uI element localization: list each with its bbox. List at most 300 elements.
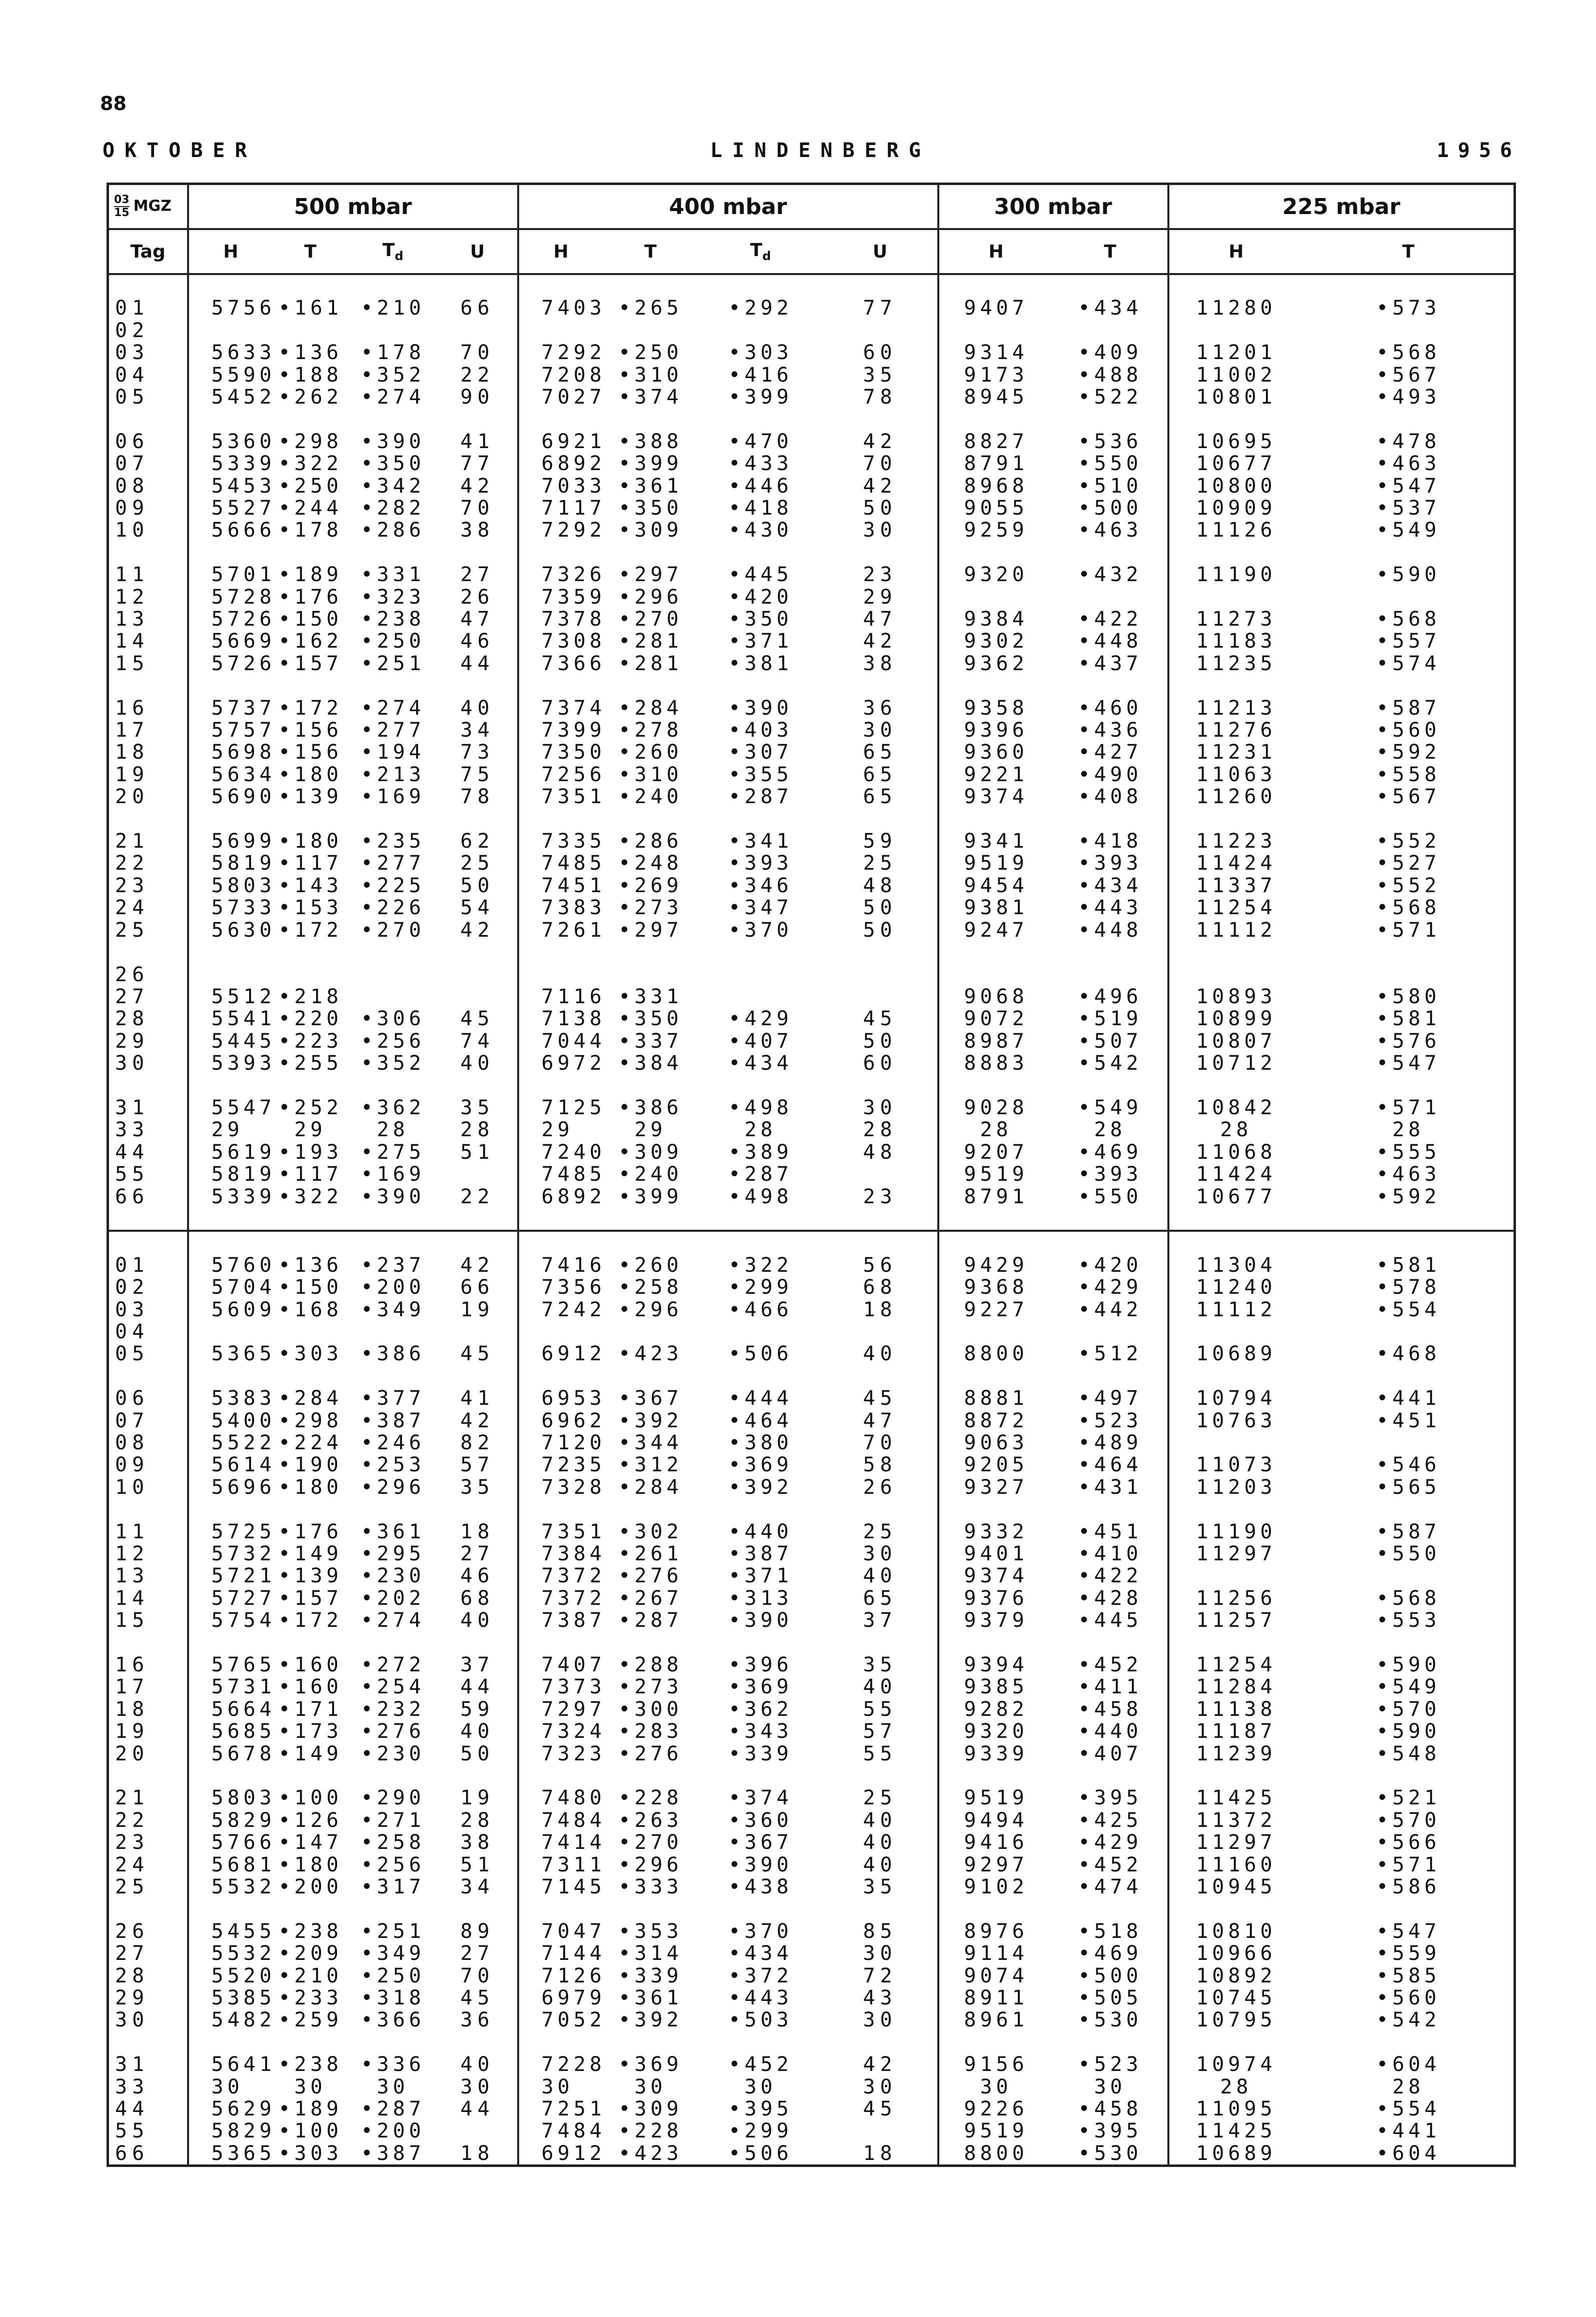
spacer-cell <box>273 542 348 564</box>
value-cell: 11304 <box>1196 1253 1276 1277</box>
value-cell: 34 <box>438 719 518 741</box>
value-cell: •233 <box>278 1986 343 2010</box>
value-cell: 22 <box>438 1186 518 1208</box>
value-cell: •178 <box>361 341 425 365</box>
spacer-cell <box>108 1765 188 1787</box>
value-cell: 35 <box>823 364 938 386</box>
value-cell: •574 <box>1376 652 1440 675</box>
value-cell <box>1168 586 1303 608</box>
value-cell: •570 <box>1376 1697 1440 1721</box>
spacer-cell <box>603 1231 698 1254</box>
value-cell: •445 <box>728 563 793 587</box>
value-cell: •283 <box>618 1720 683 1743</box>
value-cell: 35 <box>823 1876 938 1898</box>
value-cell: 44 <box>438 653 518 675</box>
spacer-row <box>108 408 1515 430</box>
value-cell: 10689 <box>1196 1342 1276 1366</box>
value-cell: •469 <box>1053 1141 1168 1163</box>
value-cell: 7372 <box>541 1564 606 1588</box>
value-cell: •350 <box>728 608 793 631</box>
value-cell <box>698 986 823 1008</box>
table-row <box>108 2142 1515 2166</box>
value-cell: 11276 <box>1196 719 1276 742</box>
value-cell: 5619 <box>211 1140 276 1164</box>
value-cell: 54 <box>438 897 518 919</box>
value-cell: 70 <box>823 453 938 475</box>
value-cell: •235 <box>361 830 425 853</box>
spacer-cell <box>348 408 438 430</box>
value-cell: 9381 <box>964 896 1028 920</box>
value-cell: •555 <box>1376 1140 1440 1164</box>
table-row <box>108 2053 1515 2075</box>
spacer-cell <box>188 1498 273 1520</box>
table-row <box>108 1565 1515 1587</box>
value-cell: •287 <box>361 2097 425 2121</box>
spacer-cell <box>603 1898 698 1920</box>
value-cell: 51 <box>438 1141 518 1163</box>
value-cell <box>603 964 698 986</box>
day-cell: 44 <box>108 2098 188 2120</box>
value-cell: 5453 <box>211 474 276 498</box>
table-row <box>108 342 1515 364</box>
value-cell: •441 <box>1376 2119 1440 2143</box>
value-cell: 9297 <box>964 1853 1028 1876</box>
value-cell: 22 <box>438 364 518 386</box>
value-cell: •395 <box>728 2097 793 2121</box>
value-cell <box>188 320 273 342</box>
spacer-cell <box>273 2031 348 2053</box>
value-cell <box>1168 1565 1303 1587</box>
value-cell: •503 <box>728 2008 793 2032</box>
value-cell: •497 <box>1053 1387 1168 1409</box>
value-cell: 29 <box>211 1118 244 1142</box>
spacer-cell <box>938 941 1053 963</box>
value-cell: 7292 <box>541 341 606 365</box>
value-cell: 9379 <box>964 1609 1028 1632</box>
value-cell: •254 <box>361 1675 425 1699</box>
value-cell: •296 <box>361 1475 425 1499</box>
value-cell: 77 <box>823 297 938 319</box>
spacer-cell <box>938 1632 1053 1654</box>
value-cell: •349 <box>361 1298 425 1321</box>
value-cell: 28 <box>438 1119 518 1141</box>
table-row <box>108 1743 1515 1765</box>
value-cell: •546 <box>1376 1453 1440 1477</box>
spacer-cell <box>108 1208 188 1231</box>
spacer-cell <box>273 1231 348 1254</box>
spacer-cell <box>348 1208 438 1231</box>
value-cell: •463 <box>1053 519 1168 541</box>
table-body <box>108 274 1515 2166</box>
value-cell: 7292 <box>541 519 606 542</box>
spacer-cell <box>273 808 348 830</box>
value-cell: •284 <box>278 1387 343 1410</box>
value-cell: •434 <box>1053 297 1168 319</box>
spacer-cell <box>188 542 273 564</box>
value-cell: 7240 <box>541 1140 606 1164</box>
value-cell: •369 <box>618 2053 683 2076</box>
value-cell: •292 <box>728 297 793 320</box>
value-cell: 11190 <box>1196 563 1276 587</box>
value-cell: •287 <box>728 785 793 809</box>
value-cell: 5727 <box>211 1586 276 1610</box>
value-cell: 5452 <box>211 386 276 409</box>
value-cell: •430 <box>728 519 793 542</box>
value-cell: •238 <box>361 608 425 631</box>
spacer-cell <box>1168 1231 1303 1254</box>
table-row <box>108 1186 1515 1208</box>
spacer-cell <box>348 675 438 697</box>
value-cell <box>348 1321 438 1343</box>
spacer-cell <box>603 1075 698 1097</box>
value-cell: •388 <box>618 430 683 453</box>
day-cell: 05 <box>108 1343 188 1365</box>
value-cell: •429 <box>1053 1831 1168 1853</box>
value-cell: 30 <box>541 2075 574 2098</box>
value-cell: •443 <box>1053 897 1168 919</box>
value-cell: 7326 <box>541 563 606 587</box>
value-cell: 50 <box>823 919 938 941</box>
day-cell: 24 <box>108 897 188 919</box>
value-cell: •282 <box>361 497 425 520</box>
value-cell: 58 <box>823 1454 938 1476</box>
spacer-cell <box>273 1498 348 1520</box>
value-cell: •286 <box>618 830 683 853</box>
value-cell: •550 <box>1053 453 1168 475</box>
value-cell: 7145 <box>541 1875 606 1899</box>
value-cell: 19 <box>438 1787 518 1809</box>
value-cell: 65 <box>823 764 938 786</box>
value-cell: 6953 <box>541 1387 606 1410</box>
value-cell: 29 <box>294 1118 327 1142</box>
value-cell: 6921 <box>541 430 606 453</box>
value-cell: •331 <box>361 563 425 587</box>
value-cell: •352 <box>361 1052 425 1075</box>
spacer-cell <box>273 274 348 297</box>
value-cell: 5614 <box>211 1453 276 1477</box>
value-cell: •411 <box>1053 1676 1168 1698</box>
spacer-cell <box>823 1498 938 1520</box>
value-cell: •213 <box>361 763 425 786</box>
day-cell: 30 <box>108 2009 188 2031</box>
value-cell: 9376 <box>964 1586 1028 1610</box>
value-cell: 66 <box>438 297 518 319</box>
spacer-cell <box>108 542 188 564</box>
value-cell: •303 <box>728 341 793 365</box>
value-cell: •407 <box>728 1029 793 1053</box>
value-cell: 9407 <box>964 297 1028 320</box>
spacer-cell <box>1168 941 1303 963</box>
spacer-cell <box>603 408 698 430</box>
value-cell: •370 <box>728 1919 793 1943</box>
spacer-row <box>108 1075 1515 1097</box>
value-cell: •420 <box>1053 1254 1168 1276</box>
value-cell <box>1168 1432 1303 1454</box>
value-cell: •310 <box>618 363 683 387</box>
value-cell: •228 <box>618 2119 683 2143</box>
value-cell: •147 <box>278 1831 343 1854</box>
value-cell <box>698 964 823 986</box>
value-cell: 9074 <box>964 1964 1028 1987</box>
value-cell: 28 <box>438 1809 518 1831</box>
spacer-cell <box>1053 675 1168 697</box>
value-cell <box>823 964 938 986</box>
value-cell: 7485 <box>541 852 606 875</box>
value-cell: 10794 <box>1196 1387 1276 1410</box>
value-cell: •277 <box>361 852 425 875</box>
table-row <box>108 1698 1515 1720</box>
value-cell: 5819 <box>211 1163 276 1186</box>
spacer-cell <box>938 1765 1053 1787</box>
spacer-cell <box>348 1075 438 1097</box>
value-cell: 7261 <box>541 918 606 942</box>
spacer-row <box>108 1498 1515 1520</box>
value-cell: •361 <box>618 1986 683 2010</box>
spacer-cell <box>1053 542 1168 564</box>
spacer-cell <box>698 1208 823 1231</box>
spacer-cell <box>603 675 698 697</box>
value-cell: •274 <box>361 1609 425 1632</box>
value-cell: 7052 <box>541 2008 606 2032</box>
value-cell: 11337 <box>1196 874 1276 897</box>
spacer-cell <box>1053 1898 1168 1920</box>
value-cell: 11190 <box>1196 1520 1276 1543</box>
time-03: 03 <box>114 194 130 206</box>
spacer-cell <box>273 675 348 697</box>
value-cell <box>1303 320 1515 342</box>
value-cell: 11235 <box>1196 652 1276 675</box>
day-cell: 27 <box>108 986 188 1008</box>
value-cell: •272 <box>361 1653 425 1676</box>
value-cell: 7324 <box>541 1720 606 1743</box>
value-cell: •251 <box>361 1919 425 1943</box>
value-cell: 18 <box>823 1299 938 1321</box>
value-cell: 73 <box>438 741 518 763</box>
spacer-cell <box>188 274 273 297</box>
spacer-cell <box>108 408 188 430</box>
value-cell: 18 <box>438 2142 518 2166</box>
value-cell: 18 <box>438 1521 518 1543</box>
sounding-table <box>107 183 1516 2167</box>
spacer-cell <box>603 274 698 297</box>
value-cell: 7480 <box>541 1786 606 1810</box>
spacer-cell <box>1303 542 1515 564</box>
value-cell: 56 <box>823 1254 938 1276</box>
value-cell: •536 <box>1053 431 1168 453</box>
value-cell: •362 <box>728 1697 793 1721</box>
value-cell: •270 <box>361 918 425 942</box>
value-cell: •275 <box>361 1140 425 1164</box>
table-row <box>108 1920 1515 1942</box>
spacer-cell <box>108 1075 188 1097</box>
spacer-cell <box>348 1498 438 1520</box>
value-cell: 8987 <box>964 1029 1028 1053</box>
value-cell: •470 <box>728 430 793 453</box>
value-cell: 37 <box>823 1609 938 1631</box>
value-cell: 5541 <box>211 1007 276 1031</box>
value-cell: 70 <box>438 1965 518 1987</box>
spacer-cell <box>108 274 188 297</box>
value-cell: 5339 <box>211 1185 276 1208</box>
day-cell: 30 <box>108 1052 188 1074</box>
value-cell: 25 <box>823 1521 938 1543</box>
value-cell: 10677 <box>1196 1185 1276 1208</box>
spacer-cell <box>273 1898 348 1920</box>
value-cell: 5527 <box>211 497 276 520</box>
value-cell: •336 <box>361 2053 425 2076</box>
value-cell <box>603 1321 698 1343</box>
value-cell: •161 <box>278 297 343 320</box>
value-cell: •549 <box>1376 519 1440 542</box>
value-cell: 74 <box>438 1030 518 1052</box>
value-cell: •126 <box>278 1808 343 1832</box>
value-cell: 28 <box>744 1118 777 1142</box>
mgz-label: MGZ <box>133 197 172 215</box>
value-cell: •592 <box>1376 1185 1440 1208</box>
value-cell: •180 <box>278 830 343 853</box>
spacer-cell <box>108 2031 188 2053</box>
value-cell <box>518 964 603 986</box>
value-cell: 9028 <box>964 1096 1028 1119</box>
value-cell: •178 <box>278 519 343 542</box>
value-cell: •361 <box>618 474 683 498</box>
day-cell: 23 <box>108 875 188 897</box>
value-cell: •466 <box>728 1298 793 1321</box>
spacer-cell <box>348 808 438 830</box>
spacer-cell <box>273 1075 348 1097</box>
value-cell: 9360 <box>964 741 1028 764</box>
table-row <box>108 1965 1515 1987</box>
value-cell: •500 <box>1053 1965 1168 1987</box>
spacer-cell <box>1053 1632 1168 1654</box>
value-cell: 25 <box>823 852 938 874</box>
value-cell: 9519 <box>964 2119 1028 2143</box>
value-cell: •296 <box>618 1853 683 1876</box>
value-cell: •278 <box>618 719 683 742</box>
value-cell: •522 <box>1053 386 1168 408</box>
value-cell: 9327 <box>964 1475 1028 1499</box>
value-cell: •554 <box>1376 2097 1440 2121</box>
value-cell: •306 <box>361 1007 425 1031</box>
value-cell: 25 <box>823 1787 938 1809</box>
value-cell: •431 <box>1053 1476 1168 1498</box>
value-cell: 62 <box>438 830 518 852</box>
value-cell: •172 <box>278 918 343 942</box>
value-cell: •437 <box>1053 653 1168 675</box>
value-cell <box>823 1163 938 1185</box>
value-cell: 38 <box>823 653 938 675</box>
value-cell: 8791 <box>964 1185 1028 1208</box>
value-cell: 7027 <box>541 386 606 409</box>
value-cell: •434 <box>1053 875 1168 897</box>
value-cell: 78 <box>823 386 938 408</box>
value-cell: •571 <box>1376 1096 1440 1119</box>
value-cell: 45 <box>438 1343 518 1365</box>
value-cell: •570 <box>1376 1808 1440 1832</box>
value-cell: •395 <box>1053 2120 1168 2142</box>
day-cell: 55 <box>108 1163 188 1185</box>
value-cell: 7356 <box>541 1276 606 1299</box>
spacer-cell <box>438 408 518 430</box>
header-td <box>348 229 438 274</box>
spacer-cell <box>348 1365 438 1387</box>
value-cell: •250 <box>278 474 343 498</box>
value-cell: 9205 <box>964 1453 1028 1477</box>
value-cell: •314 <box>618 1942 683 1965</box>
spacer-cell <box>938 1231 1053 1254</box>
value-cell: •281 <box>618 630 683 653</box>
value-cell: •337 <box>618 1029 683 1053</box>
value-cell: •224 <box>278 1431 343 1454</box>
table-row <box>108 1942 1515 1964</box>
value-cell: •367 <box>728 1831 793 1854</box>
value-cell: •371 <box>728 1564 793 1588</box>
value-cell <box>823 320 938 342</box>
spacer-row <box>108 1208 1515 1231</box>
spacer-cell <box>438 941 518 963</box>
value-cell: 11073 <box>1196 1453 1276 1477</box>
spacer-row <box>108 1632 1515 1654</box>
value-cell: 8827 <box>964 430 1028 453</box>
spacer-cell <box>1168 675 1303 697</box>
value-cell <box>1053 586 1168 608</box>
value-cell: 9358 <box>964 696 1028 720</box>
value-cell: •149 <box>278 1542 343 1565</box>
value-cell: 75 <box>438 764 518 786</box>
time-header <box>108 184 188 230</box>
value-cell: 5733 <box>211 896 276 920</box>
spacer-cell <box>518 1765 603 1787</box>
value-cell <box>1168 964 1303 986</box>
value-cell: 5633 <box>211 341 276 365</box>
value-cell: 9519 <box>964 852 1028 875</box>
value-cell: 6979 <box>541 1986 606 2010</box>
value-cell: •361 <box>361 1520 425 1543</box>
spacer-cell <box>273 1365 348 1387</box>
value-cell: •393 <box>1053 852 1168 874</box>
value-cell: •287 <box>728 1163 793 1186</box>
value-cell <box>348 320 438 342</box>
value-cell: •349 <box>361 1942 425 1965</box>
value-cell: •307 <box>728 741 793 764</box>
value-cell: •386 <box>618 1096 683 1119</box>
value-cell: 41 <box>438 1387 518 1409</box>
spacer-cell <box>348 1632 438 1654</box>
table-row <box>108 1052 1515 1074</box>
day-cell: 19 <box>108 1720 188 1742</box>
spacer-cell <box>438 1365 518 1387</box>
table-row <box>108 1343 1515 1365</box>
day-cell: 10 <box>108 519 188 541</box>
table-row <box>108 2009 1515 2031</box>
value-cell: 11239 <box>1196 1742 1276 1765</box>
spacer-cell <box>108 1898 188 1920</box>
value-cell: •270 <box>618 1831 683 1854</box>
spacer-cell <box>438 274 518 297</box>
value-cell: 40 <box>823 1343 938 1365</box>
spacer-cell <box>938 274 1053 297</box>
value-cell: •299 <box>728 2119 793 2143</box>
value-cell: •309 <box>618 2097 683 2121</box>
table-row <box>108 1720 1515 1742</box>
value-cell: •263 <box>618 1808 683 1832</box>
value-cell: •250 <box>361 630 425 653</box>
value-cell: •567 <box>1376 363 1440 387</box>
spacer-cell <box>823 808 938 830</box>
day-cell: 66 <box>108 1186 188 1208</box>
value-cell: 7351 <box>541 785 606 809</box>
value-cell: •429 <box>728 1007 793 1031</box>
